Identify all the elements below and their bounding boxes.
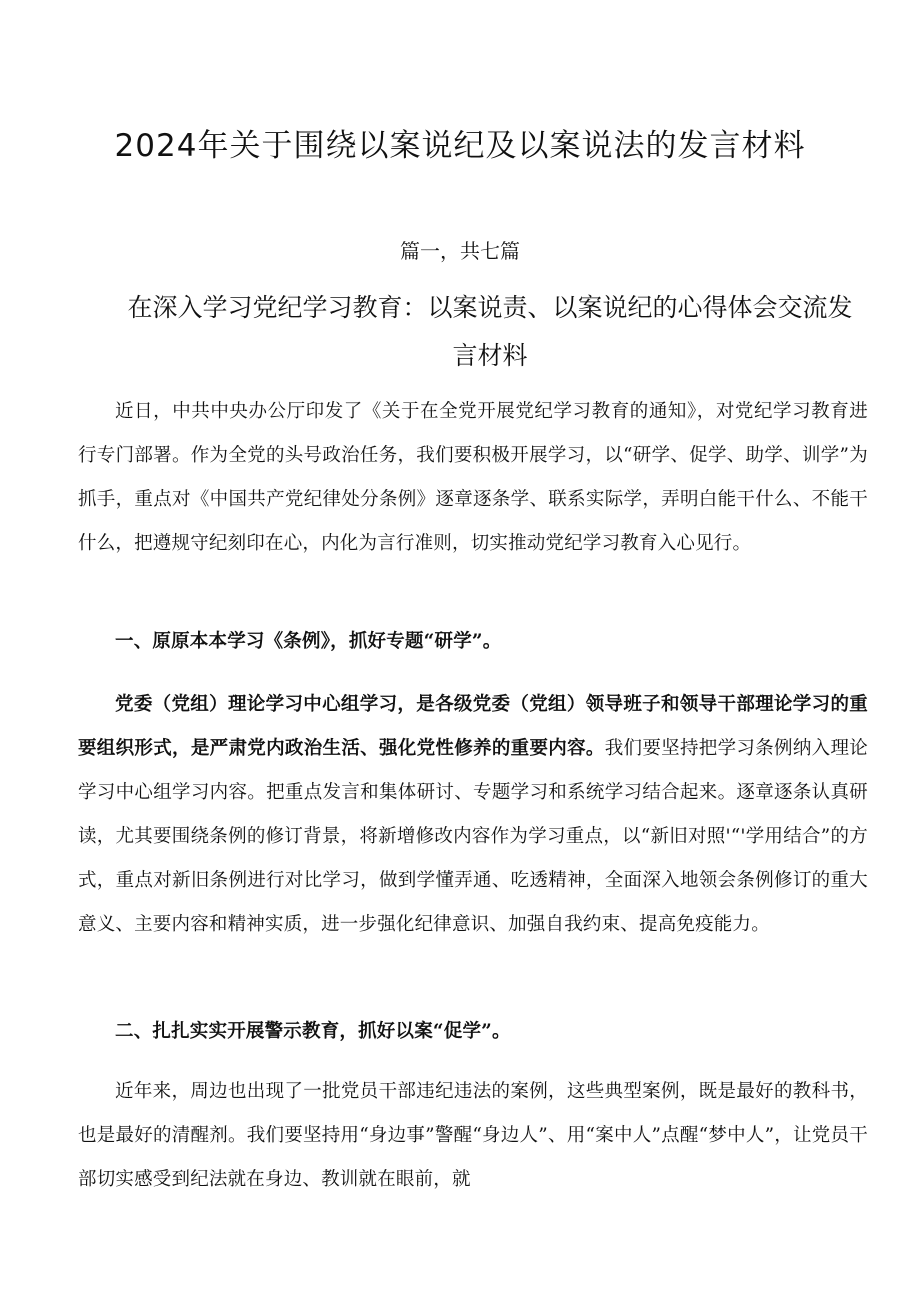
paragraph-section-1 (78, 683, 868, 947)
paragraph-intro: 近日，中共中央办公厅印发了《关于在全党开展党纪学习教育的通知》，对党纪学习教育进行专门部署。作为全党的头号政治任务，我们要积极开展学习，以“研学、促学、助学、训学”为抓手，重点对《中国共产党纪律处分条例》逐章逐条学、联系实际学，弄明白能干什么、不能干什么，把遵规守纪刻印在心，内化为言行准则，切实推动党纪学习教育入心见行。 (78, 401, 868, 554)
paragraph-section-2: 近年来，周边也出现了一批党员干部违纪违法的案例，这些典型案例，既是最好的教科书，也是最好的清醒剂。我们要坚持用“身边事”警醒“身边人”、用“案中人”点醒“梦中人”，让党员干部切实感受到纪法就在身边、教训就在眼前，就 (78, 1081, 868, 1190)
document-title: 2024年关于围绕以案说纪及以案说法的发言材料 (114, 128, 806, 164)
paragraph-section-1-bold: 党委（党组）理论学习中心组学习，是各级党委（党组）领导班子和领导干部理论学习的重要组织形式，是严肃党内政治生活、强化党性修养的重要内容。 (78, 694, 868, 759)
section-heading-2: 二、扎扎实实开展警示教育，抓好以案“促学”。 (115, 1021, 511, 1042)
article-subtitle: 在深入学习党纪学习教育：以案说责、以案说纪的心得体会交流发言材料 (127, 293, 853, 370)
section-label: 篇一，共七篇 (400, 239, 520, 263)
paragraph-section-1-text: 我们要坚持把学习条例纳入理论学习中心组学习内容。把重点发言和集体研讨、专题学习和系统学习结合起来。逐章逐条认真研读，尤其要围绕条例的修订背景，将新增修改内容作为学习重点，以“新旧对照'“'学用结合”的方式，重点对新旧条例进行对比学习，做到学懂弄通、吃透精神，全面深入地领会条例修订的重大意义、主要内容和精神实质，进一步强化纪律意识、加强自我约束、提高免疫能力。 (78, 738, 868, 935)
section-heading-1: 一、原原本本学习《条例》，抓好专题“研学”。 (115, 631, 502, 652)
